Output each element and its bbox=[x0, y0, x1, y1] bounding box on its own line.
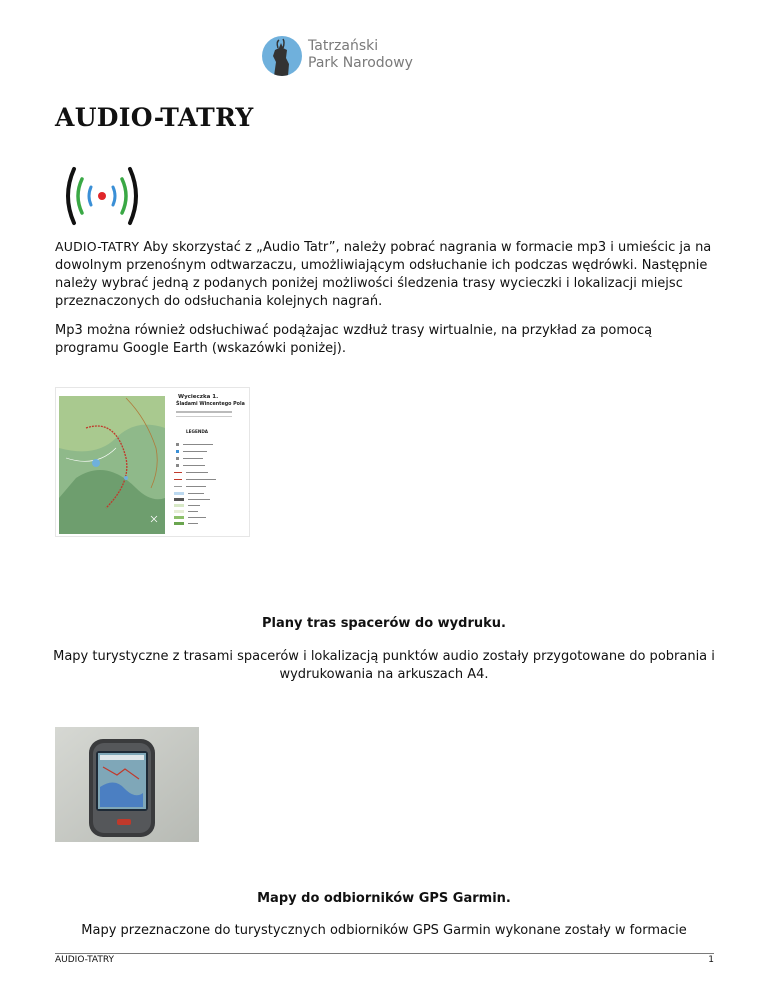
plans-heading: Plany tras spacerów do wydruku. bbox=[262, 616, 506, 631]
logo-line-1: Tatrzański bbox=[308, 38, 379, 54]
inline-audio-tatry-logo: AUDIO-TATRY bbox=[55, 239, 140, 254]
route-map-thumbnail[interactable] bbox=[56, 388, 249, 536]
audio-waves-icon bbox=[60, 165, 144, 227]
gps-device-photo[interactable] bbox=[55, 727, 199, 842]
intro-text: Aby skorzystać z „Audio Tatr”, należy pobrać nagrania w formacie mp3 i umieścic ja na dowolnym przenośnym odtwarzaczu, umożliwiającym odsłuchanie ich podczas wędrówki. Następnie należy wybrać jedną z podanych poniżej możliwości śledzenia trasy wycieczki i lokalizacji miejsc przeznaczonych do odsłuchania kolejnych nagrań. bbox=[55, 240, 712, 309]
footer-document-name: AUDIO-TATRY bbox=[55, 955, 115, 965]
chamois-logo-icon bbox=[262, 36, 302, 76]
gps-heading: Mapy do odbiorników GPS Garmin. bbox=[257, 891, 511, 906]
logo-line-2: Park Narodowy bbox=[308, 55, 413, 71]
intro-paragraph bbox=[55, 238, 715, 311]
map-title: Wycieczka 1. bbox=[178, 394, 219, 400]
map-subtitle: Śladami Wincentego Pola bbox=[176, 402, 245, 407]
logo-text bbox=[308, 38, 413, 72]
park-logo bbox=[262, 36, 422, 80]
mp3-paragraph: Mp3 można również odsłuchiwać podążajac wzdłuż trasy wirtualnie, na przykład za pomocą programu Google Earth (wskazówki poniżej). bbox=[55, 323, 653, 356]
footer-divider bbox=[55, 953, 714, 954]
page-number: 1 bbox=[708, 955, 714, 965]
map-legend-heading: LEGENDA bbox=[186, 429, 209, 434]
page-title: AUDIO-TATRY bbox=[55, 103, 254, 132]
gps-text: Mapy przeznaczone do turystycznych odbiorników GPS Garmin wykonane zostały w formacie bbox=[81, 923, 687, 938]
plans-text: Mapy turystyczne z trasami spacerów i lokalizacją punktów audio zostały przygotowane do pobrania i wydrukowania na arkuszach A4. bbox=[53, 649, 715, 682]
